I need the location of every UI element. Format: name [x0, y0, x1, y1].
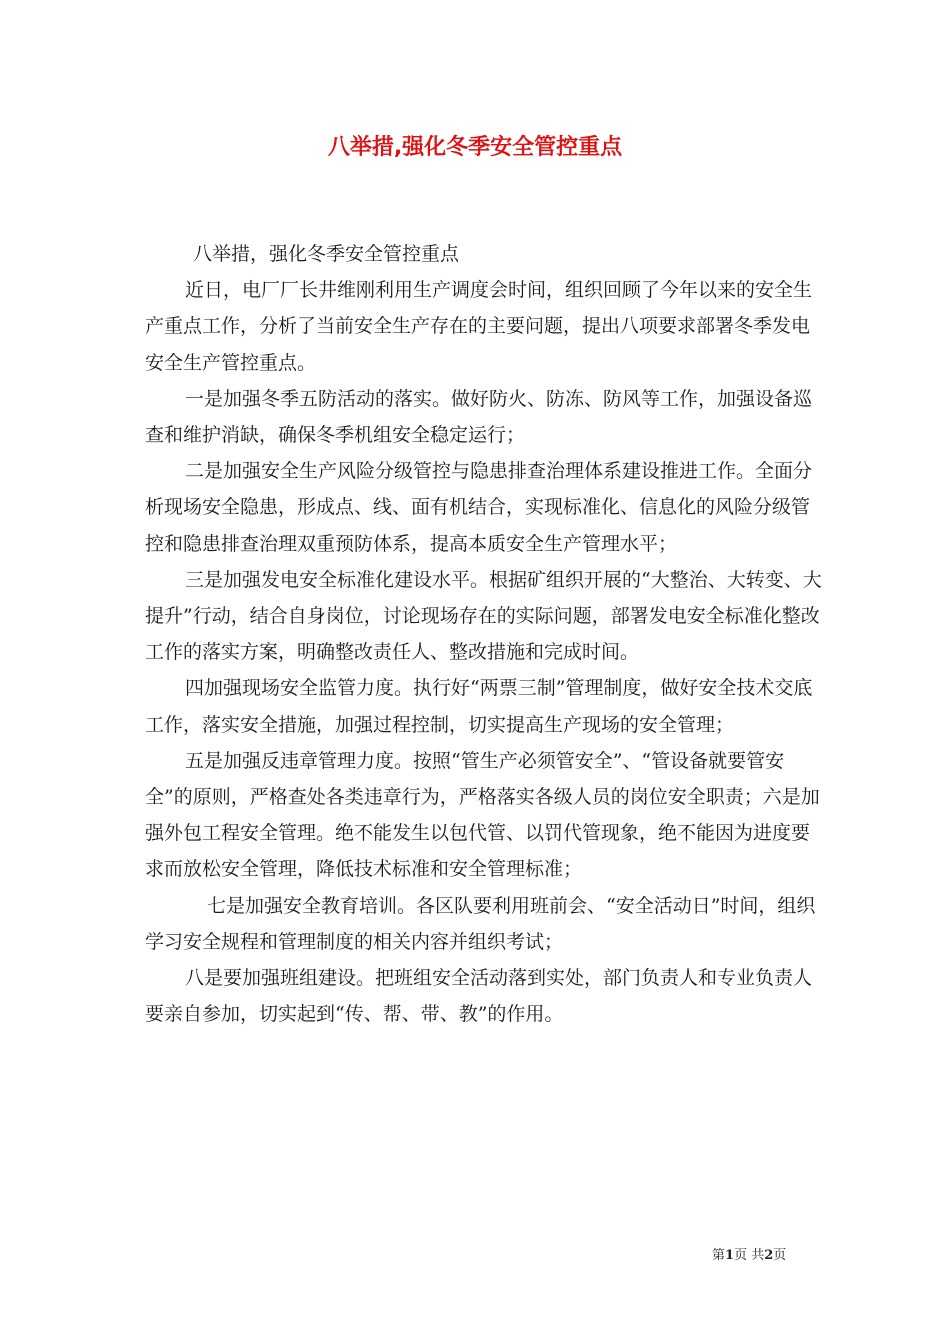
footer-suffix: 页	[773, 1248, 787, 1263]
footer-middle: 页 共	[734, 1248, 765, 1263]
footer-current-page: 1	[725, 1248, 735, 1263]
paragraph-measure-2: 二是加强安全生产风险分级管控与隐患排查治理体系建设推进工作。全面分析现场安全隐患，形成点、线、面有机结合，实现标准化、信息化的风险分级管控和隐患排查治理双重预防体系，提高本质安全生产管理水平；	[145, 460, 813, 555]
footer-prefix: 第	[712, 1248, 726, 1263]
paragraph-measure-1: 一是加强冬季五防活动的落实。做好防火、防冻、防风等工作，加强设备巡查和维护消缺，确保冬季机组安全稳定运行；	[145, 387, 813, 447]
page-title: 八举措,强化冬季安全管控重点	[327, 135, 623, 160]
paragraph-subtitle: 八举措，强化冬季安全管控重点	[193, 243, 460, 265]
paragraph-measure-7: 七是加强安全教育培训。各区队要利用班前会、“安全活动日”时间，组织学习安全规程和管理制度的相关内容并组织考试；	[145, 894, 816, 953]
footer-total-pages: 2	[764, 1248, 774, 1263]
paragraph-measure-5-6: 五是加强反违章管理力度。按照“管生产必须管安全”、“管设备就要管安全”的原则，严格查处各类违章行为，严格落实各级人员的岗位安全职责；六是加强外包工程安全管理。绝不能发生以包代管、以罚代管现象，绝不能因为进度要求而放松安全管理，降低技术标准和安全管理标准；	[145, 749, 820, 881]
paragraph-measure-4: 四加强现场安全监管力度。执行好“两票三制”管理制度，做好安全技术交底工作，落实安全措施，加强过程控制，切实提高生产现场的安全管理；	[145, 677, 813, 736]
document-body	[145, 236, 825, 1032]
paragraph-measure-3: 三是加强发电安全标准化建设水平。根据矿组织开展的“大整治、大转变、大提升”行动，结合自身岗位，讨论现场存在的实际问题，部署发电安全标准化整改工作的落实方案，明确整改责任人、整改措施和完成时间。	[145, 568, 822, 664]
page-number-footer	[712, 1247, 786, 1265]
paragraph-measure-8: 八是要加强班组建设。把班组安全活动落到实处，部门负责人和专业负责人要亲自参加，切实起到“传、帮、带、教”的作用。	[145, 967, 813, 1026]
paragraph-intro: 近日，电厂厂长井维刚利用生产调度会时间，组织回顾了今年以来的安全生产重点工作，分析了当前安全生产存在的主要问题，提出八项要求部署冬季发电安全生产管控重点。	[145, 279, 813, 374]
